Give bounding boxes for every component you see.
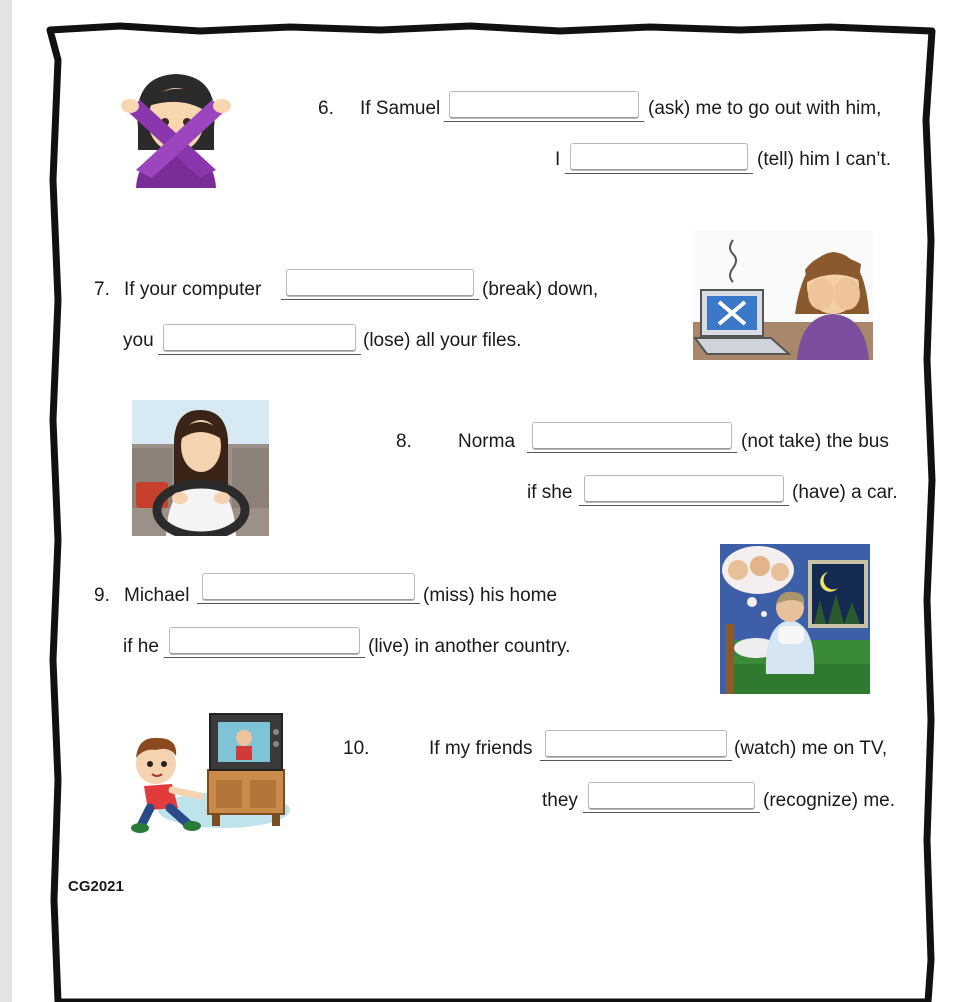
verb-hint: (watch) me on TV, — [734, 738, 888, 759]
verb-hint: (have) a car. — [792, 482, 898, 503]
item-number: 7. — [94, 279, 110, 300]
answer-input-7b[interactable] — [163, 324, 356, 352]
item-number: 6. — [318, 98, 334, 119]
item-number: 10. — [343, 738, 370, 759]
answer-input-8b[interactable] — [584, 475, 784, 503]
verb-hint: (break) down, — [482, 279, 599, 300]
sentence-start: Michael — [124, 585, 190, 606]
answer-input-6a[interactable] — [449, 91, 639, 119]
answer-input-9a[interactable] — [202, 573, 415, 601]
sentence-start: If my friends — [429, 738, 533, 759]
sentence-mid: I — [555, 149, 561, 170]
verb-hint: (not take) the bus — [741, 431, 889, 452]
homesick-man-illustration — [720, 544, 870, 694]
answer-input-9b[interactable] — [169, 627, 360, 655]
sentence-start: Norma — [458, 431, 516, 452]
sentence-start: If Samuel — [360, 98, 441, 119]
boy-watching-tv-illustration — [126, 712, 294, 838]
verb-hint: (lose) all your files. — [363, 330, 522, 351]
sentence-start: If your computer — [124, 279, 262, 300]
verb-hint: (miss) his home — [423, 585, 558, 606]
item-number: 9. — [94, 585, 110, 606]
broken-computer-illustration — [693, 230, 873, 360]
sentence-mid: you — [123, 330, 154, 351]
verb-hint: (recognize) me. — [763, 790, 895, 811]
answer-input-6b[interactable] — [570, 143, 748, 171]
sentence-mid: if she — [527, 482, 573, 503]
verb-hint: (live) in another country. — [368, 636, 571, 657]
verb-hint: (ask) me to go out with him, — [648, 98, 882, 119]
item-number: 8. — [396, 431, 412, 452]
answer-input-7a[interactable] — [286, 269, 474, 297]
girl-crossed-arms-illustration — [120, 70, 232, 188]
footer-code: CG2021 — [68, 878, 124, 895]
answer-input-10b[interactable] — [588, 782, 755, 810]
answer-input-10a[interactable] — [545, 730, 727, 758]
answer-input-8a[interactable] — [532, 422, 732, 450]
sentence-mid: if he — [123, 636, 159, 657]
sentence-mid: they — [542, 790, 578, 811]
verb-hint: (tell) him I can’t. — [757, 149, 892, 170]
woman-driving-illustration — [132, 400, 269, 536]
